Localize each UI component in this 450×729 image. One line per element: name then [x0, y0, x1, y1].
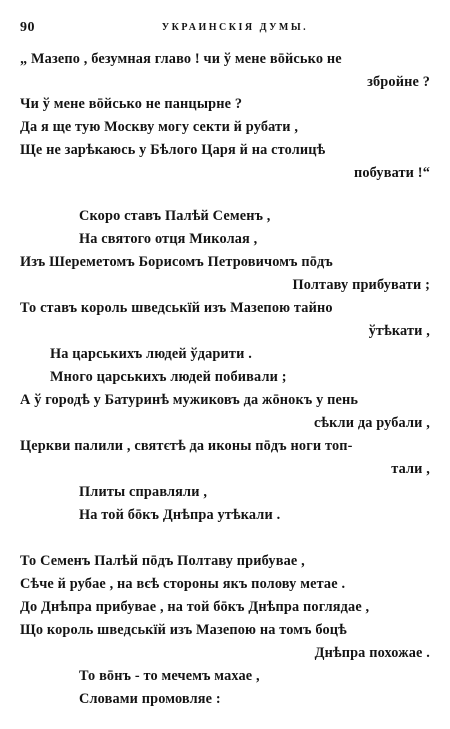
verse-line: „ Мазепо , безумная главо ! чи ў мене вōйсько не [20, 51, 342, 67]
verse-line: Днѣпра похожае . [314, 645, 430, 661]
verse-line: тали , [391, 461, 430, 477]
verse-line: Церкви палили , святєтѣ да иконы пōдъ ноги топ- [20, 438, 353, 454]
verse-line: Плиты справляли , [79, 484, 208, 500]
verse-line: Ще не зарѣкаюсь у Бѣлого Царя й на столицѣ [20, 142, 326, 158]
verse-line: Словами промовляе : [79, 691, 221, 707]
verse-line: То Семенъ Палѣй пōдъ Полтаву прибувае , [20, 553, 305, 569]
running-head: УКРАИНСКІЯ ДУМЫ. [161, 22, 309, 33]
verse-line: збройне ? [367, 74, 430, 90]
verse-line: Чи ў мене вōйсько не панцырне ? [20, 96, 243, 112]
verse-line: То ставъ король шведськїй изъ Мазепою тайно [20, 300, 333, 316]
verse-line: ўтѣкати , [368, 323, 430, 339]
verse-line: Полтаву прибувати ; [292, 277, 430, 293]
verse-line: На святого отця Миколая , [79, 231, 258, 247]
verse-line: На той бōкъ Днѣпра утѣкали . [79, 507, 281, 523]
verse-line: Да я ще тую Москву могу секти й рубати , [20, 119, 299, 135]
verse-line: Изъ Шереметомъ Борисомъ Петровичомъ пōдъ [20, 254, 333, 270]
verse-line: А ў городѣ у Батуринѣ мужиковъ да жōнокъ у пень [20, 392, 359, 408]
verse-line: На царськихъ людей ўдарити . [50, 346, 252, 362]
page-header [20, 20, 430, 36]
verse-line: Скоро ставъ Палѣй Семенъ , [79, 208, 271, 224]
verse-line: Що король шведськїй изъ Мазепою на томъ боцѣ [20, 622, 347, 638]
verse-line: побувати !“ [353, 165, 430, 181]
page-number: 90 [20, 20, 35, 35]
verse-line: Сѣче й рубае , на вєѣ стороны якъ полову метае . [20, 576, 346, 592]
verse-line: До Днѣпра прибувае , на той бōкъ Днѣпра поглядае , [20, 599, 370, 615]
verse-line: сѣкли да рубали , [313, 415, 430, 431]
verse-line: Много царськихъ людей побивали ; [50, 369, 287, 385]
verse-line: То вōнъ - то мечемъ махае , [79, 668, 260, 684]
